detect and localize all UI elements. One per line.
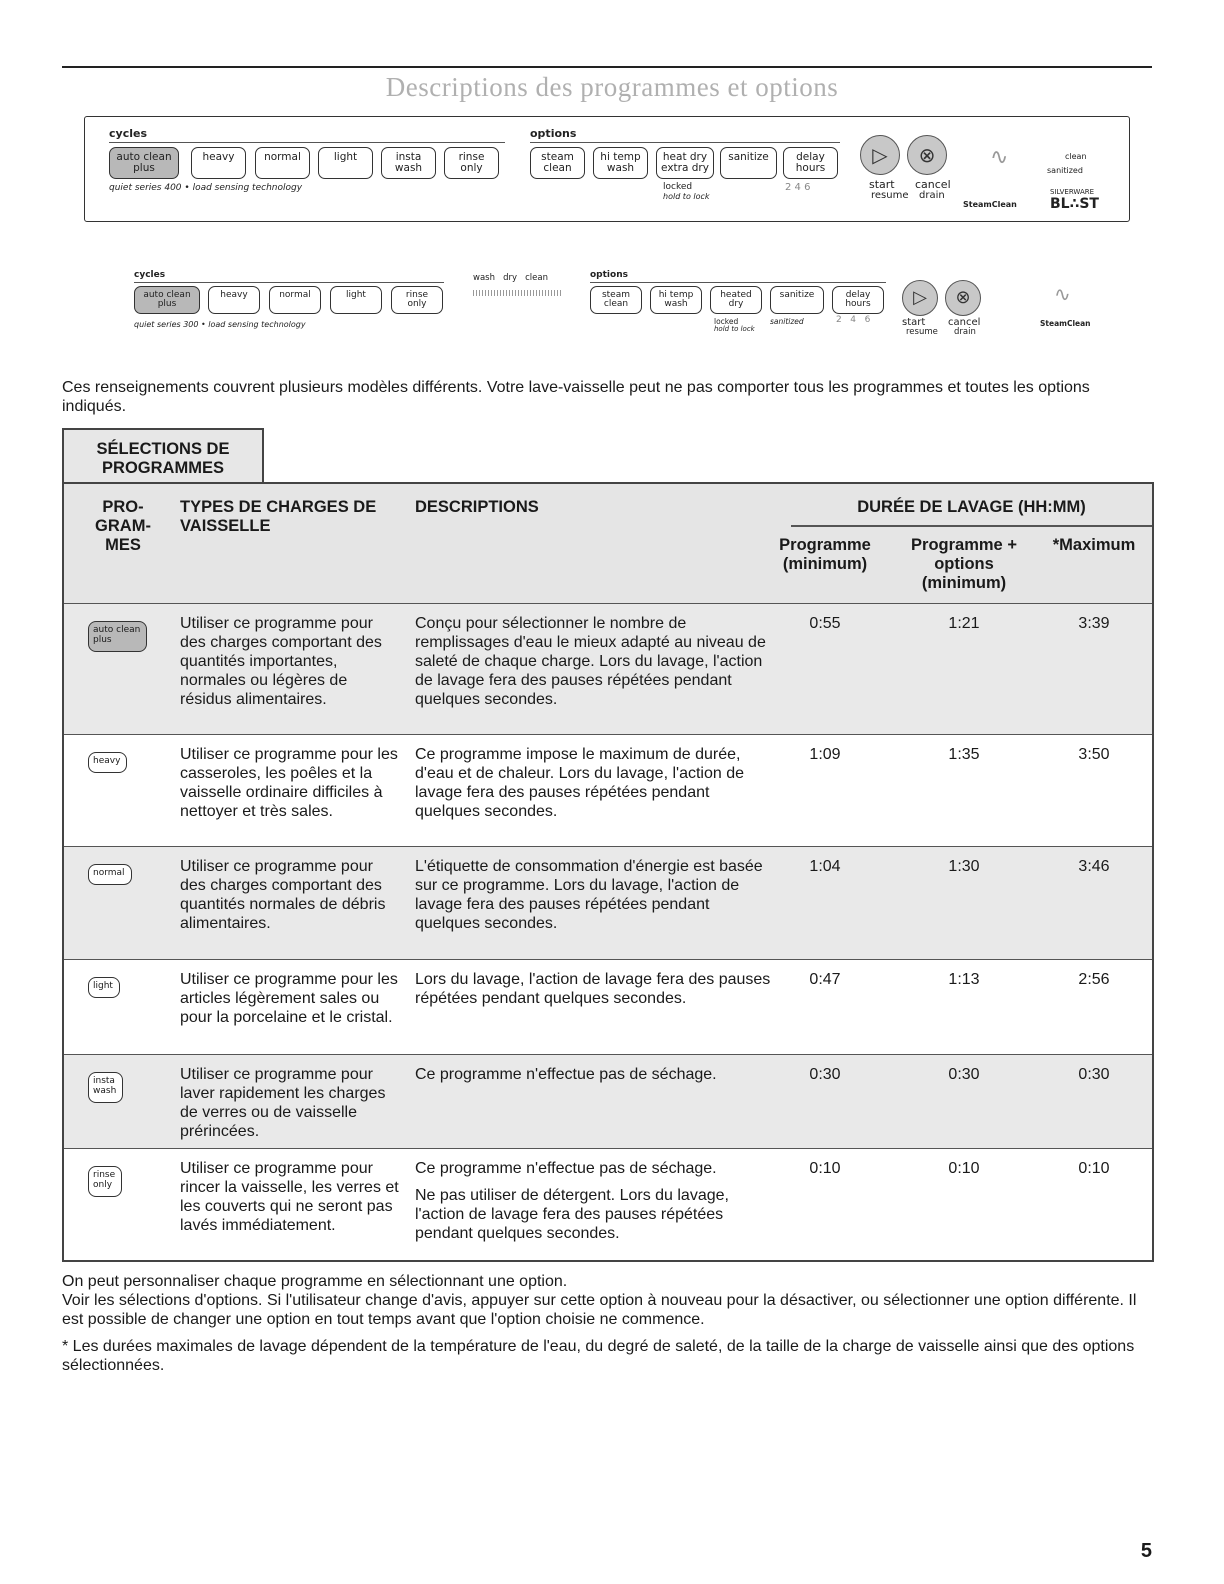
option-button-sanitize[interactable]: sanitize: [720, 147, 777, 179]
steamclean-label-2: SteamClean: [1040, 319, 1091, 328]
option-button-steam-clean[interactable]: steam clean: [530, 147, 585, 179]
control-panel-400: [84, 116, 1130, 222]
locked-indicator: locked: [663, 182, 693, 192]
option-button-hi-temp-wash-2[interactable]: hi temp wash: [650, 286, 702, 314]
silverware-label: SILVERWARE: [1050, 188, 1095, 196]
table-row-rinse-only: [64, 1149, 1152, 1260]
cycle-button-light[interactable]: light: [318, 147, 373, 179]
cancel-icon: ⊗: [918, 143, 936, 167]
page-number: 5: [1140, 1540, 1152, 1562]
header-max: *Maximum: [1052, 536, 1136, 554]
row-button-heavy: heavy: [88, 752, 127, 773]
cycle-button-auto-clean-plus-2[interactable]: auto clean plus: [134, 286, 200, 314]
table-header: [64, 484, 1152, 604]
cancel-label: cancel: [915, 178, 951, 191]
header-duration-rule: [791, 525, 1152, 527]
table-row-normal: [64, 847, 1152, 960]
row-description: Ce programme n'effectue pas de séchage. Ne pas utiliser de détergent. Lors du lavage, l'action de lavage fera des pauses répétées pendant quelques secondes.: [415, 1160, 729, 1242]
row-description: Conçu pour sélectionner le nombre de remplissages d'eau le mieux adapté au niveau de saleté de chaque charge. Lors du lavage, l'action de lavage fera des pauses répétées pendant quelques secondes.: [415, 615, 766, 708]
start-label: start: [869, 178, 895, 191]
cancel-button[interactable]: [907, 135, 947, 175]
note-line-2: Voir les sélections d'options. Si l'utilisateur change d'avis, appuyer sur cette option à nouveau pour la désactiver, ou sélectionner une option différente. Il est possible de changer une option en tout temps avant que l'option choisie ne commence.: [62, 1292, 1137, 1328]
row-time-min: 0:47: [809, 971, 841, 988]
header-min: Programme (minimum): [779, 536, 871, 573]
note-line-1: On peut personnaliser chaque programme en sélectionnant une option.: [62, 1273, 568, 1290]
cycles-rule-2: [134, 282, 444, 283]
intro-text: Ces renseignements couvrent plusieurs modèles différents. Votre lave-vaisselle peut ne pas comporter tous les programmes et toutes les options indiqués.: [62, 379, 1090, 415]
row-types: Utiliser ce programme pour des charges comportant des quantités importantes, normales ou légères de résidus alimentaires.: [180, 615, 382, 708]
steam-swirl-icon: ∿: [990, 145, 1009, 170]
row-time-min: 0:10: [809, 1160, 841, 1177]
header-programmes: PRO- GRAM- MES: [95, 498, 151, 554]
row-button-normal: normal: [88, 864, 132, 885]
row-time-max: 3:46: [1078, 858, 1110, 875]
options-rule-2: [590, 282, 886, 283]
row-time-max: 3:50: [1078, 746, 1110, 763]
steam-swirl-icon: ∿: [1054, 282, 1071, 306]
cancel-button-2[interactable]: [945, 280, 981, 316]
start-button[interactable]: [860, 135, 900, 175]
play-icon: ▷: [913, 287, 927, 308]
resume-label-2: resume: [906, 327, 938, 337]
steamclean-label: SteamClean: [963, 200, 1017, 209]
hold-to-lock-2: hold to lock: [714, 325, 755, 333]
row-types: Utiliser ce programme pour des charges comportant des quantités normales de débris alimentaires.: [180, 858, 386, 932]
status-light-bar: [473, 290, 561, 296]
table-row-light: [64, 960, 1152, 1055]
options-label: options: [530, 127, 577, 140]
option-button-steam-clean-2[interactable]: steam clean: [590, 286, 642, 314]
row-time-min: 0:55: [809, 615, 841, 632]
delay-hours-scale-2: 2 4 6: [836, 315, 871, 325]
row-description: L'étiquette de consommation d'énergie est basée sur ce programme. Lors du lavage, l'action de lavage fera des pauses répétées pendant quelques secondes.: [415, 858, 763, 932]
row-button-auto-clean-plus: auto clean plus: [88, 621, 147, 652]
cycle-button-normal-2[interactable]: normal: [269, 286, 321, 314]
cycle-button-auto-clean-plus[interactable]: auto clean plus: [109, 147, 179, 179]
row-types: Utiliser ce programme pour les articles légèrement sales ou pour la porcelaine et le cristal.: [180, 971, 398, 1026]
row-time-max: 0:30: [1078, 1066, 1110, 1083]
header-descriptions: DESCRIPTIONS: [415, 498, 539, 516]
option-button-delay-hours-2[interactable]: delay hours: [832, 286, 884, 314]
header-types: TYPES DE CHARGES DE VAISSELLE: [180, 498, 377, 535]
cycle-button-insta-wash[interactable]: insta wash: [381, 147, 436, 179]
cycle-button-light-2[interactable]: light: [330, 286, 382, 314]
option-button-hi-temp-wash[interactable]: hi temp wash: [593, 147, 648, 179]
play-icon: ▷: [872, 143, 888, 167]
row-types: Utiliser ce programme pour les casseroles, les poêles et la vaisselle ordinaire difficiles à nettoyer et très sales.: [180, 746, 398, 820]
sanitized-indicator: sanitized: [1047, 166, 1083, 175]
start-button-2[interactable]: [902, 280, 938, 316]
cycle-button-heavy[interactable]: heavy: [191, 147, 246, 179]
blast-logo: BL∴ST: [1050, 196, 1099, 212]
row-types: Utiliser ce programme pour laver rapidement les charges de verres ou de vaisselle prérincées.: [180, 1066, 386, 1140]
sanitized-indicator-2: sanitized: [770, 317, 804, 326]
locked-indicator-2: locked: [714, 317, 739, 326]
cancel-label-2: cancel: [948, 317, 981, 328]
table-row-auto-clean-plus: [64, 604, 1152, 735]
resume-label: resume: [871, 190, 909, 201]
row-time-options: 1:30: [948, 858, 980, 875]
drain-label: drain: [919, 190, 945, 201]
table-row-heavy: [64, 735, 1152, 847]
hold-to-lock: hold to lock: [663, 192, 710, 201]
cancel-icon: ⊗: [955, 287, 971, 308]
cycle-button-rinse-only-2[interactable]: rinse only: [391, 286, 443, 314]
cycle-button-heavy-2[interactable]: heavy: [208, 286, 260, 314]
cycles-label: cycles: [109, 127, 147, 140]
row-time-options: 1:35: [948, 746, 980, 763]
row-description: Ce programme n'effectue pas de séchage.: [415, 1066, 717, 1083]
cycle-button-normal[interactable]: normal: [255, 147, 310, 179]
start-label-2: start: [902, 317, 926, 328]
row-time-min: 1:04: [809, 858, 841, 875]
notes: [62, 1272, 1154, 1375]
tagline: quiet series 400 • load sensing technology: [109, 183, 303, 193]
row-time-options: 0:10: [948, 1160, 980, 1177]
row-time-min: 1:09: [809, 746, 841, 763]
footnote: * Les durées maximales de lavage dépendent de la température de l'eau, du degré de saleté, de la taille de la charge de vaisselle ainsi que des options sélectionnées.: [62, 1338, 1135, 1374]
programme-table: [62, 482, 1154, 1262]
row-time-min: 0:30: [809, 1066, 841, 1083]
option-button-sanitize-2[interactable]: sanitize: [770, 286, 824, 314]
row-time-max: 2:56: [1078, 971, 1110, 988]
top-rule: [62, 66, 1152, 68]
cycle-button-rinse-only[interactable]: rinse only: [444, 147, 499, 179]
tagline-2: quiet series 300 • load sensing technology: [134, 320, 306, 329]
table-tab-title: SÉLECTIONS DE PROGRAMMES: [62, 428, 264, 484]
row-button-rinse-only: rinse only: [88, 1166, 122, 1197]
row-time-options: 1:21: [948, 615, 980, 632]
header-duration: DURÉE DE LAVAGE (HH:MM): [857, 498, 1086, 516]
options-label-2: options: [590, 270, 628, 280]
control-panel-300: [128, 268, 1108, 346]
cycles-rule: [109, 142, 505, 143]
row-button-light: light: [88, 977, 120, 998]
row-description: Ce programme impose le maximum de durée, d'eau et de chaleur. Lors du lavage, l'action de lavage fera des pauses répétées pendant quelques secondes.: [415, 746, 745, 820]
delay-hours-scale: 2 4 6: [785, 182, 811, 193]
status-labels: wash dry clean: [473, 273, 548, 283]
page-title: Descriptions des programmes et options: [385, 72, 839, 102]
row-time-max: 3:39: [1078, 615, 1110, 632]
row-time-options: 0:30: [948, 1066, 980, 1083]
row-button-insta-wash: insta wash: [88, 1072, 123, 1103]
option-button-heat-dry[interactable]: heat dry extra dry: [656, 147, 714, 179]
row-time-options: 1:13: [948, 971, 980, 988]
cycles-label-2: cycles: [134, 270, 166, 280]
options-rule: [530, 142, 840, 143]
header-opt: Programme + options (minimum): [911, 536, 1017, 592]
row-types: Utiliser ce programme pour rincer la vaisselle, les verres et les couverts qui ne seront pas lavés immédiatement.: [180, 1160, 399, 1234]
option-button-heated-dry-2[interactable]: heated dry: [710, 286, 762, 314]
table-row-insta-wash: [64, 1055, 1152, 1149]
row-time-max: 0:10: [1078, 1160, 1110, 1177]
drain-label-2: drain: [954, 327, 976, 337]
row-description: Lors du lavage, l'action de lavage fera des pauses répétées pendant quelques secondes.: [415, 971, 771, 1007]
clean-indicator: clean: [1065, 152, 1087, 161]
option-button-delay-hours[interactable]: delay hours: [783, 147, 838, 179]
